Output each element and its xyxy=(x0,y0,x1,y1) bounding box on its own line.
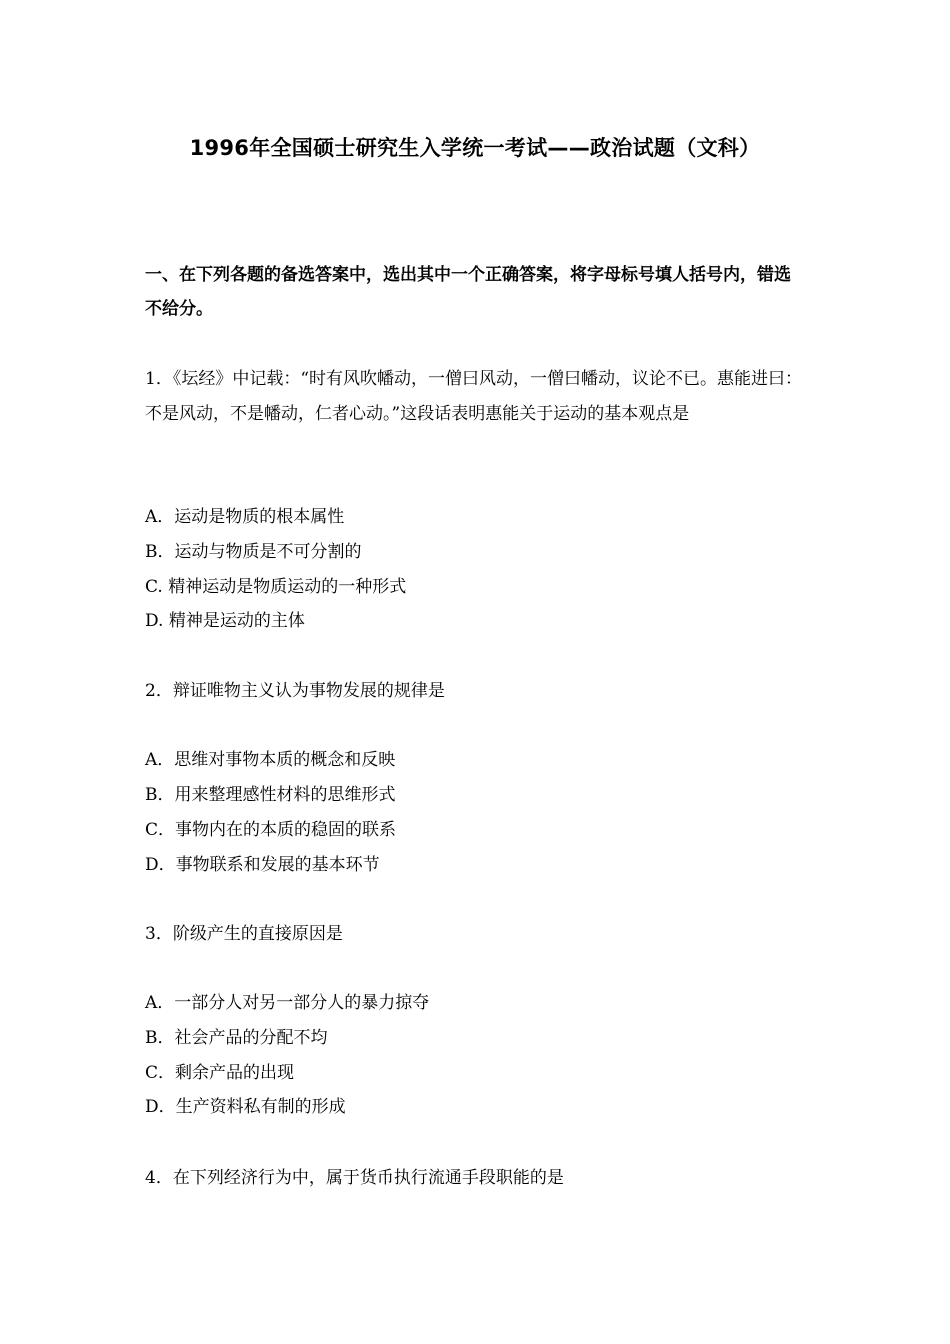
question-2-option-c: C．事物内在的本质的稳固的联系 xyxy=(145,820,397,840)
question-2-option-a: A．思维对事物本质的概念和反映 xyxy=(145,750,396,770)
question-3-option-c: C．剩余产品的出现 xyxy=(145,1063,295,1083)
question-1-option-c: C. 精神运动是物质运动的一种形式 xyxy=(145,577,407,597)
section-instruction: 一、在下列各题的备选答案中，选出其中一个正确答案，将字母标号填人括号内，错选不给分。 xyxy=(145,265,791,319)
question-1-option-d: D. 精神是运动的主体 xyxy=(145,611,305,631)
question-3-option-a: A．一部分人对另一部分人的暴力掠夺 xyxy=(145,993,430,1013)
question-1-option-b: B．运动与物质是不可分割的 xyxy=(145,542,362,562)
question-2-option-b: B．用来整理感性材料的思维形式 xyxy=(145,785,396,805)
question-3-option-b: B．社会产品的分配不均 xyxy=(145,1028,328,1048)
question-1-option-a: A．运动是物质的根本属性 xyxy=(145,507,345,527)
question-2-text: 2．辩证唯物主义认为事物发展的规律是 xyxy=(145,681,445,701)
question-2-option-d: D．事物联系和发展的基本环节 xyxy=(145,855,380,875)
question-1-text: 1．《坛经》中记载：“时有风吹幡动，一僧曰风动，一僧曰幡动，议论不已。惠能进曰：不是风动，不是幡动，仁者心动。”这段话表明惠能关于运动的基本观点是 xyxy=(145,369,803,424)
question-4-text: 4．在下列经济行为中，属于货币执行流通手段职能的是 xyxy=(145,1168,564,1188)
question-3-option-d: D．生产资料私有制的形成 xyxy=(145,1097,346,1117)
question-3-text: 3．阶级产生的直接原因是 xyxy=(145,924,343,944)
page-title: 1996年全国硕士研究生入学统一考试——政治试题（文科） xyxy=(189,136,761,160)
